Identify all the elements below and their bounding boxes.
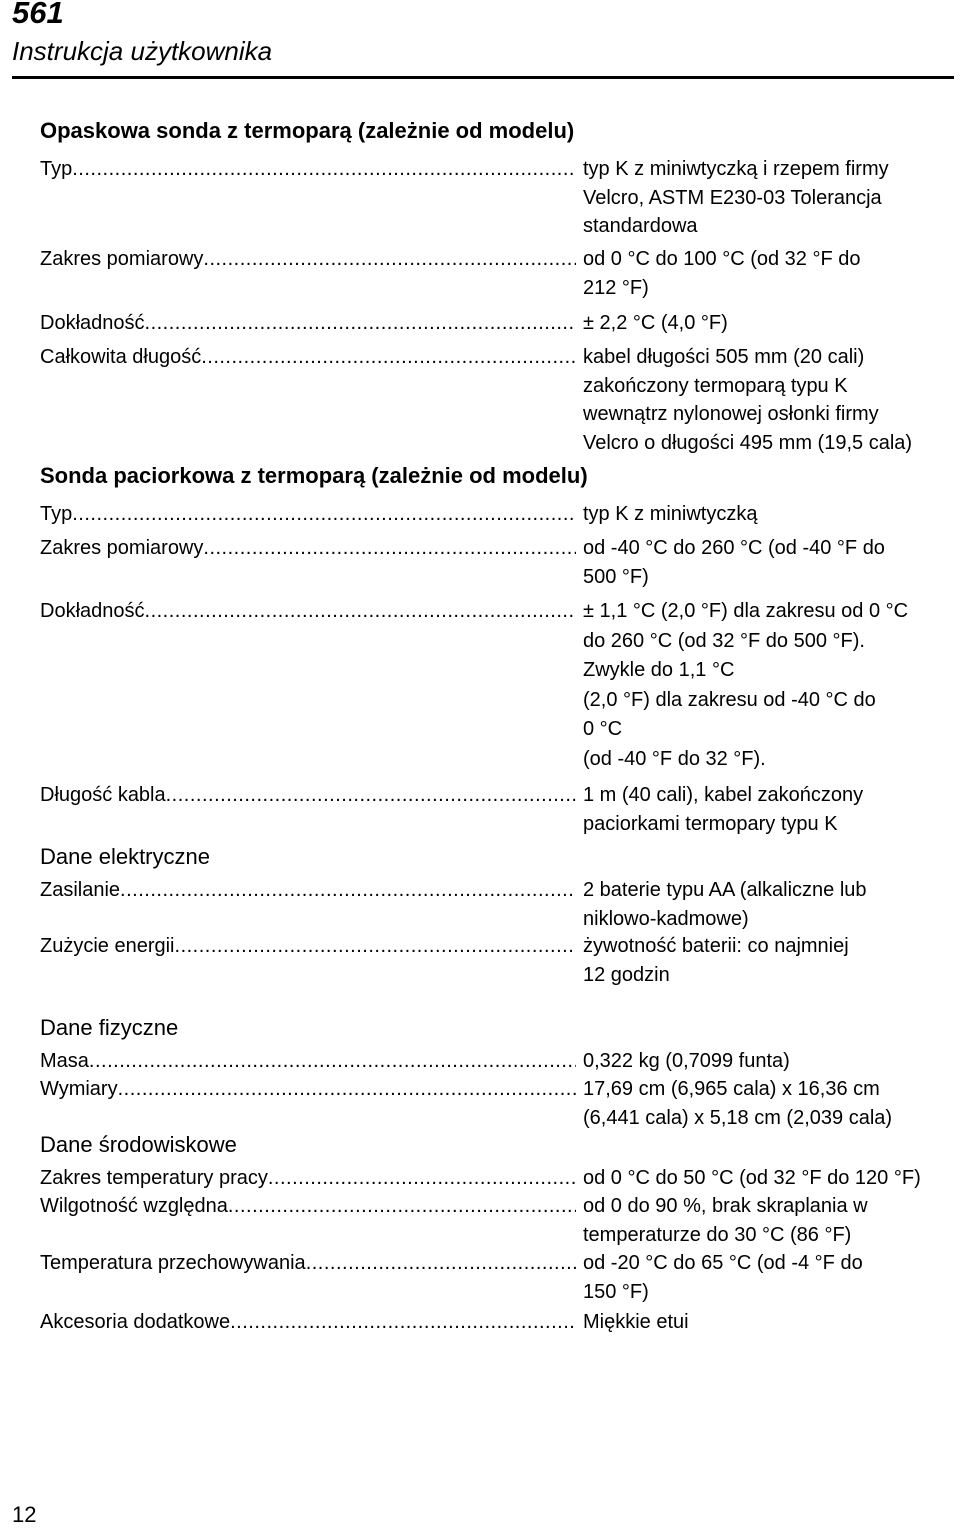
page-number: 12 [12,1502,37,1527]
spec-label: Zakres pomiarowy ..... [40,534,576,562]
page-header [0,0,960,80]
spec-value: ± 1,1 °C (2,0 °F) dla zakresu od 0 °C do 260 °C (od 32 °F do 500 °F). Zwykle do 1,1 °C (2,0 °F) dla zakresu od -40 °C do 0 °C (od -40 °F do 32 °F). [583,600,909,770]
spec-row [40,245,950,299]
spec-value: żywotność baterii: co najmniej 12 godzin [583,935,849,986]
model-number: 561 [12,0,64,30]
spec-row [40,932,950,986]
spec-value: od 0 do 90 %, brak skraplania w temperaturze do 30 °C (86 °F) [583,1195,868,1246]
spec-value: od -40 °C do 260 °C (od -40 °F do 500 °F) [583,537,885,588]
spec-label: Długość kabla ..... [40,781,576,809]
spec-row [40,1047,950,1075]
spec-label: Wymiary ..... [40,1075,576,1103]
spec-value: typ K z miniwtyczką [583,503,758,525]
header-divider [12,76,954,79]
spec-row [40,597,950,770]
spec-value: od -20 °C do 65 °C (od -4 °F do 150 °F) [583,1252,863,1303]
spec-row [40,309,950,337]
spec-row [40,343,950,454]
spec-label: Zasilanie ..... [40,876,576,904]
spec-value: 17,69 cm (6,965 cala) x 16,36 cm (6,441 cala) x 5,18 cm (2,039 cala) [583,1078,893,1129]
section-title-bead-probe: Sonda paciorkowa z termoparą (zależnie od modelu) [40,463,588,488]
spec-value: typ K z miniwtyczką i rzepem firmy Velcro, ASTM E230-03 Tolerancja standardowa [583,158,889,237]
spec-row [40,1308,950,1336]
spec-value: kabel długości 505 mm (20 cali) zakończony termoparą typu K wewnątrz nylonowej osłonki firmy Velcro o długości 495 mm (19,5 cala) [583,346,913,454]
spec-label: Dokładność ..... [40,309,576,337]
spec-label: Temperatura przechowywania ..... [40,1249,576,1277]
spec-value: od 0 °C do 100 °C (od 32 °F do 212 °F) [583,248,861,299]
spec-row [40,1164,950,1192]
spec-label: Zużycie energii ..... [40,932,576,960]
spec-label: Typ ..... [40,500,576,528]
spec-row [40,155,950,237]
section-title-electrical: Dane elektryczne [40,844,210,869]
spec-row [40,500,950,528]
manual-title: Instrukcja użytkownika [12,36,273,66]
spec-value: od 0 °C do 50 °C (od 32 °F do 120 °F) [583,1167,921,1189]
spec-label: Masa ..... [40,1047,576,1075]
spec-label: Zakres temperatury pracy ..... [40,1164,576,1192]
spec-value: ± 2,2 °C (4,0 °F) [583,312,728,334]
spec-label: Zakres pomiarowy ..... [40,245,576,273]
spec-label: Całkowita długość ..... [40,343,576,371]
spec-row [40,876,950,930]
section-title-band-probe: Opaskowa sonda z termoparą (zależnie od modelu) [40,118,575,143]
spec-value: Miękkie etui [583,1311,689,1333]
section-title-environmental: Dane środowiskowe [40,1132,237,1157]
spec-value: 1 m (40 cali), kabel zakończony paciorkami termopary typu K [583,784,864,835]
spec-label: Typ ..... [40,155,576,183]
spec-row [40,1249,950,1303]
spec-label: Wilgotność względna ..... [40,1192,576,1220]
spec-value: 2 baterie typu AA (alkaliczne lub niklowo-kadmowe) [583,879,867,930]
spec-row [40,781,950,835]
spec-value: 0,322 kg (0,7099 funta) [583,1050,790,1072]
spec-row [40,534,950,588]
section-title-physical: Dane fizyczne [40,1015,179,1040]
spec-row [40,1192,950,1246]
spec-label: Akcesoria dodatkowe ..... [40,1308,576,1336]
spec-label: Dokładność ..... [40,597,576,625]
spec-row [40,1075,950,1129]
